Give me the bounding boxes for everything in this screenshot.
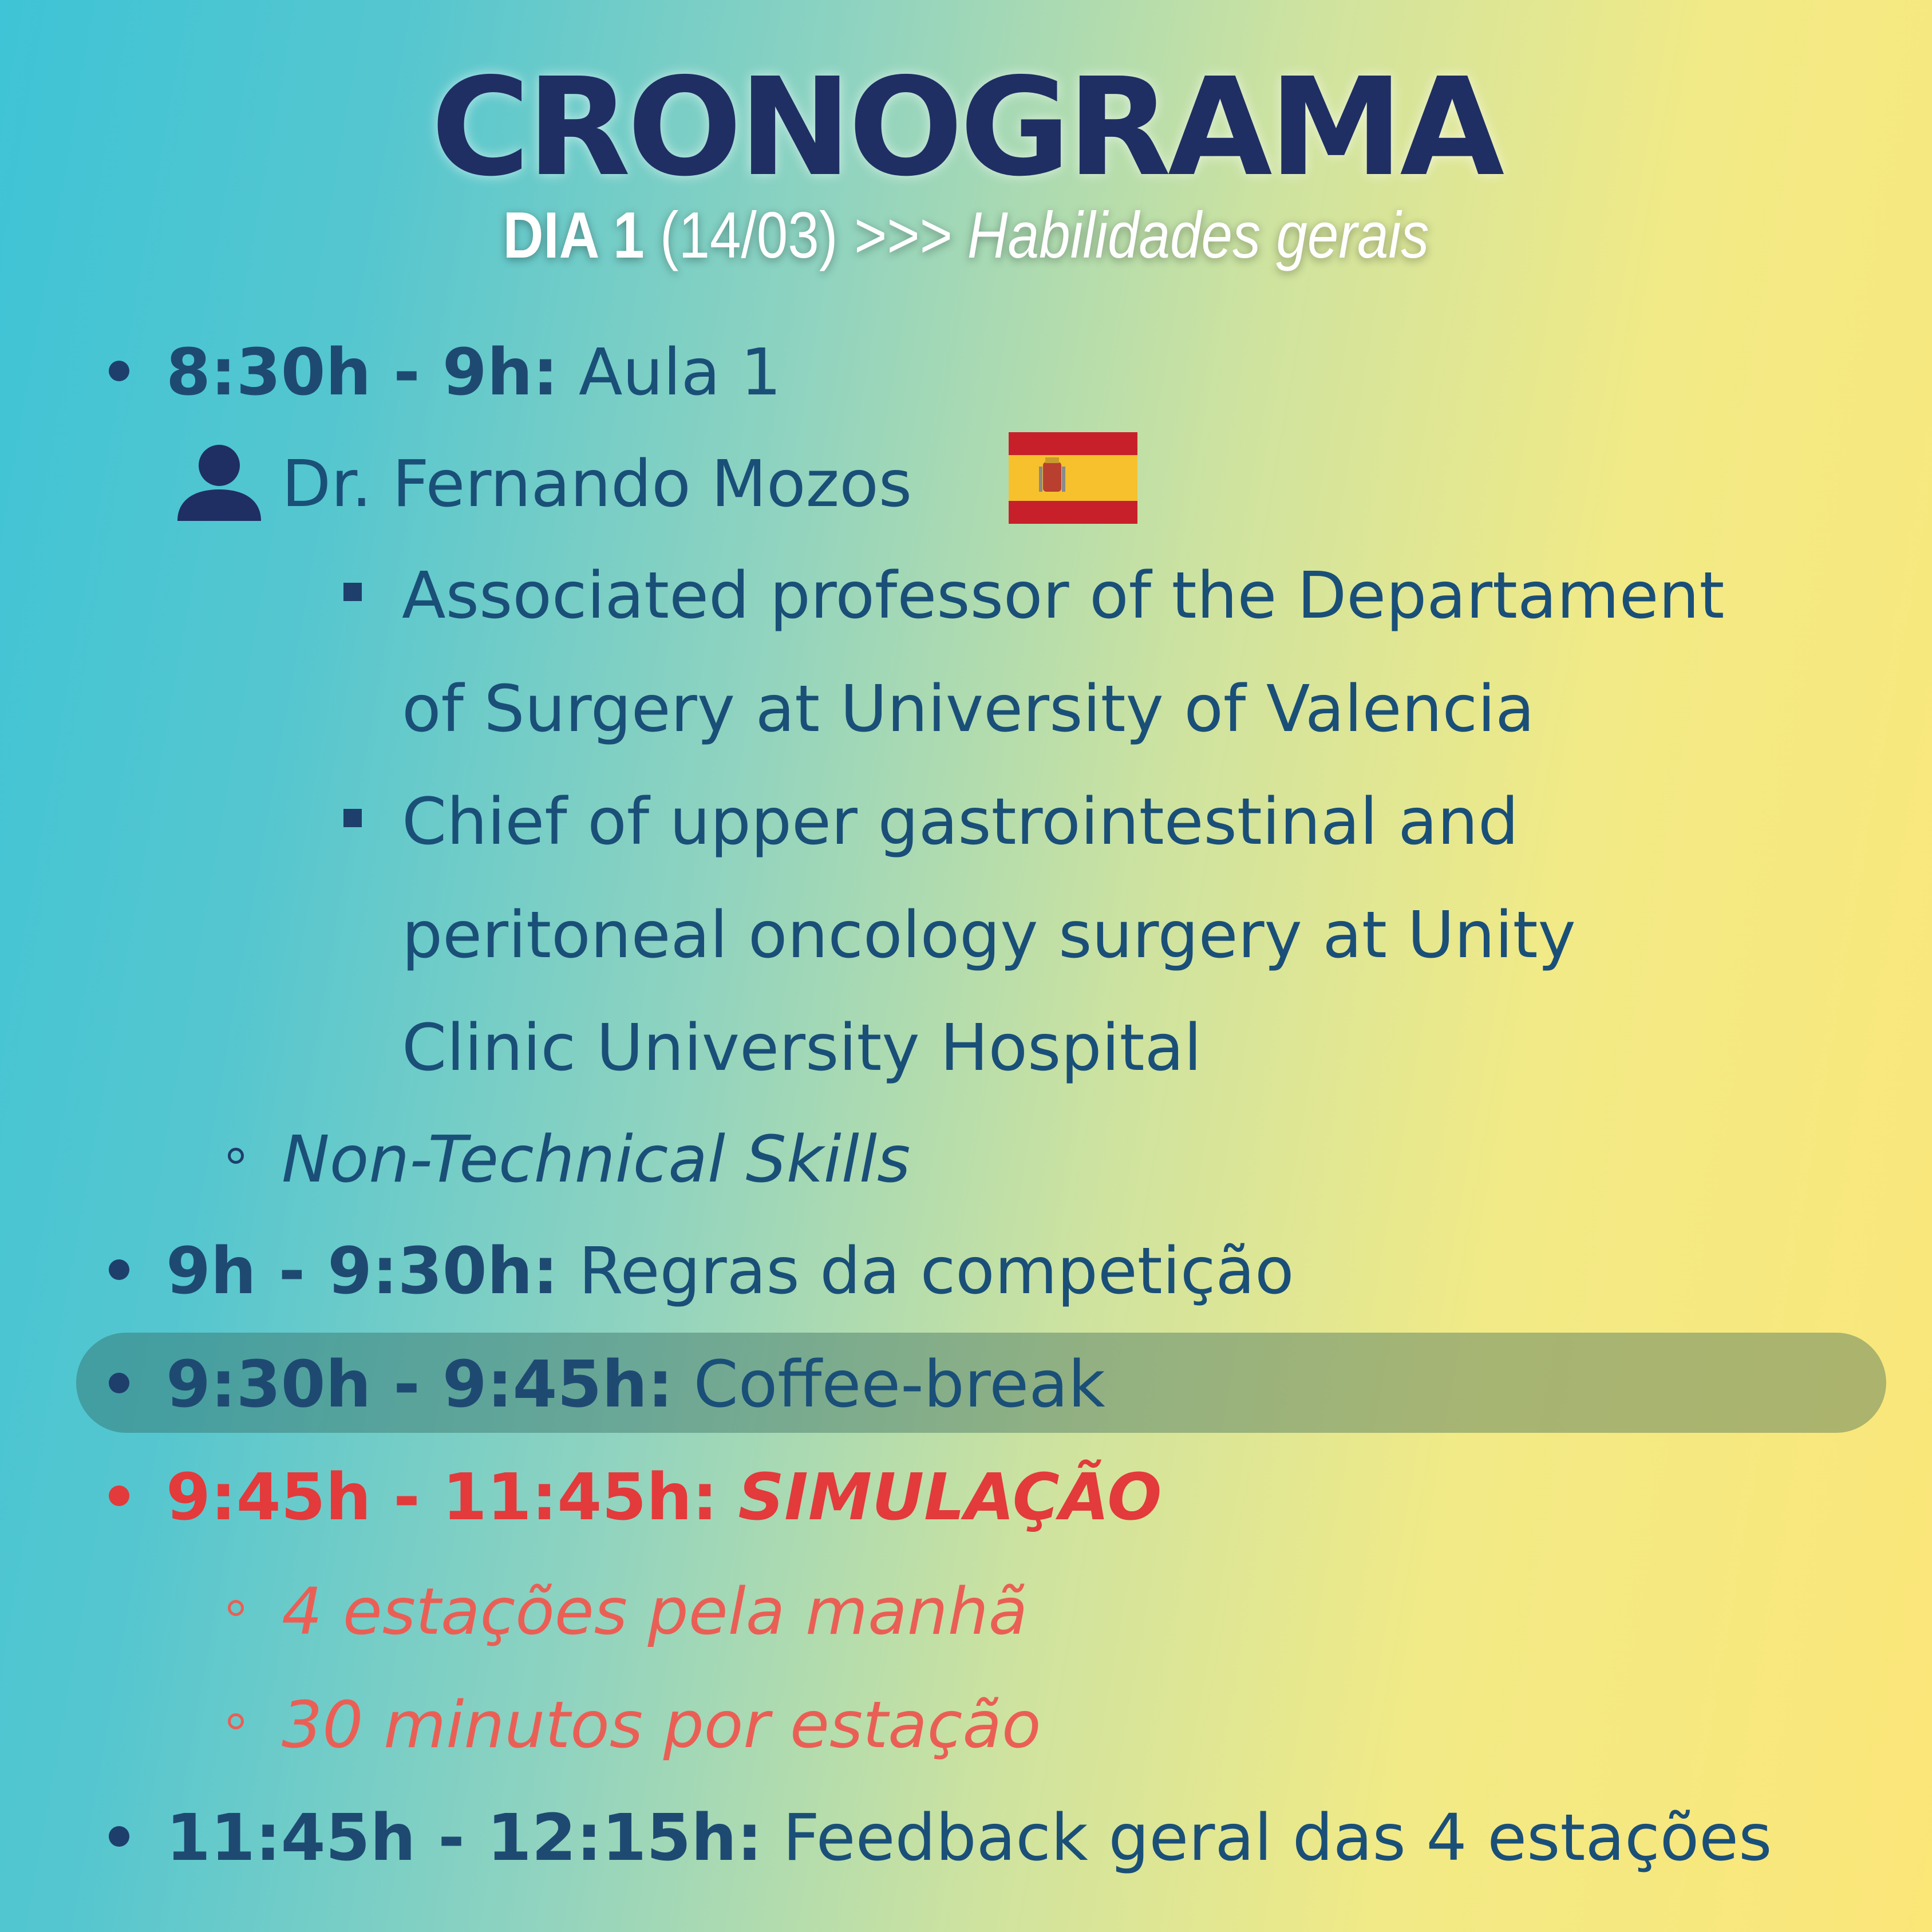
bullet-dot: [109, 1259, 129, 1280]
schedule-item-4: [166, 1460, 1162, 1535]
schedule-time: 11:45h - 12:15h:: [166, 1801, 762, 1875]
subtitle-date: (14/03): [659, 199, 838, 272]
schedule-item-5: [166, 1801, 1772, 1875]
bullet-ring: [228, 1600, 244, 1616]
speaker-name: Dr. Fernando Mozos: [282, 447, 912, 521]
speaker-bio-2: Clinic University Hospital: [402, 1011, 1202, 1085]
schedule-item-2: [166, 1234, 1294, 1309]
schedule-time: 8:30h - 9h:: [166, 335, 559, 410]
subtitle-arrows: >>>: [853, 199, 952, 272]
bullet-ring: [228, 1148, 244, 1164]
bullet-dot: [109, 361, 129, 381]
topic: Non-Technical Skills: [282, 1123, 911, 1197]
schedule-title: Coffee-break: [693, 1348, 1105, 1422]
schedule-title: SIMULAÇÃO: [738, 1460, 1162, 1535]
bullet-dot: [109, 1826, 129, 1847]
subtitle-day: DIA 1: [503, 199, 645, 272]
schedule-title: Aula 1: [578, 335, 782, 410]
schedule-item-3: [166, 1348, 1105, 1422]
page-subtitle: [135, 199, 1797, 272]
speaker-bio-2: peritoneal oncology surgery at Unity: [402, 898, 1576, 973]
speaker-bio-1: Associated professor of the Departament: [402, 559, 1725, 633]
bullet-square: [343, 809, 362, 827]
bullet-dot: [109, 1485, 129, 1506]
schedule-time: 9:30h - 9:45h:: [166, 1348, 673, 1422]
schedule-title: Feedback geral das 4 estações: [783, 1801, 1772, 1875]
schedule-title: Regras da competição: [578, 1234, 1294, 1309]
sub-item: 4 estações pela manhã: [282, 1575, 1028, 1649]
speaker-bio-1: of Surgery at University of Valencia: [402, 672, 1535, 746]
speaker-bio-2: Chief of upper gastrointestinal and: [402, 785, 1519, 859]
bullet-square: [343, 583, 362, 601]
schedule-time: 9h - 9:30h:: [166, 1234, 559, 1309]
subtitle-theme: Habilidades gerais: [967, 199, 1429, 272]
person-icon: [177, 444, 261, 521]
bullet-dot: [109, 1373, 129, 1393]
schedule-time: 9:45h - 11:45h:: [166, 1460, 718, 1535]
bullet-ring: [228, 1713, 244, 1729]
page-title: CRONOGRAMA: [430, 49, 1502, 206]
sub-item: 30 minutos por estação: [282, 1688, 1041, 1763]
spain-flag-icon: [1009, 432, 1137, 524]
schedule-item-1: [166, 335, 782, 410]
